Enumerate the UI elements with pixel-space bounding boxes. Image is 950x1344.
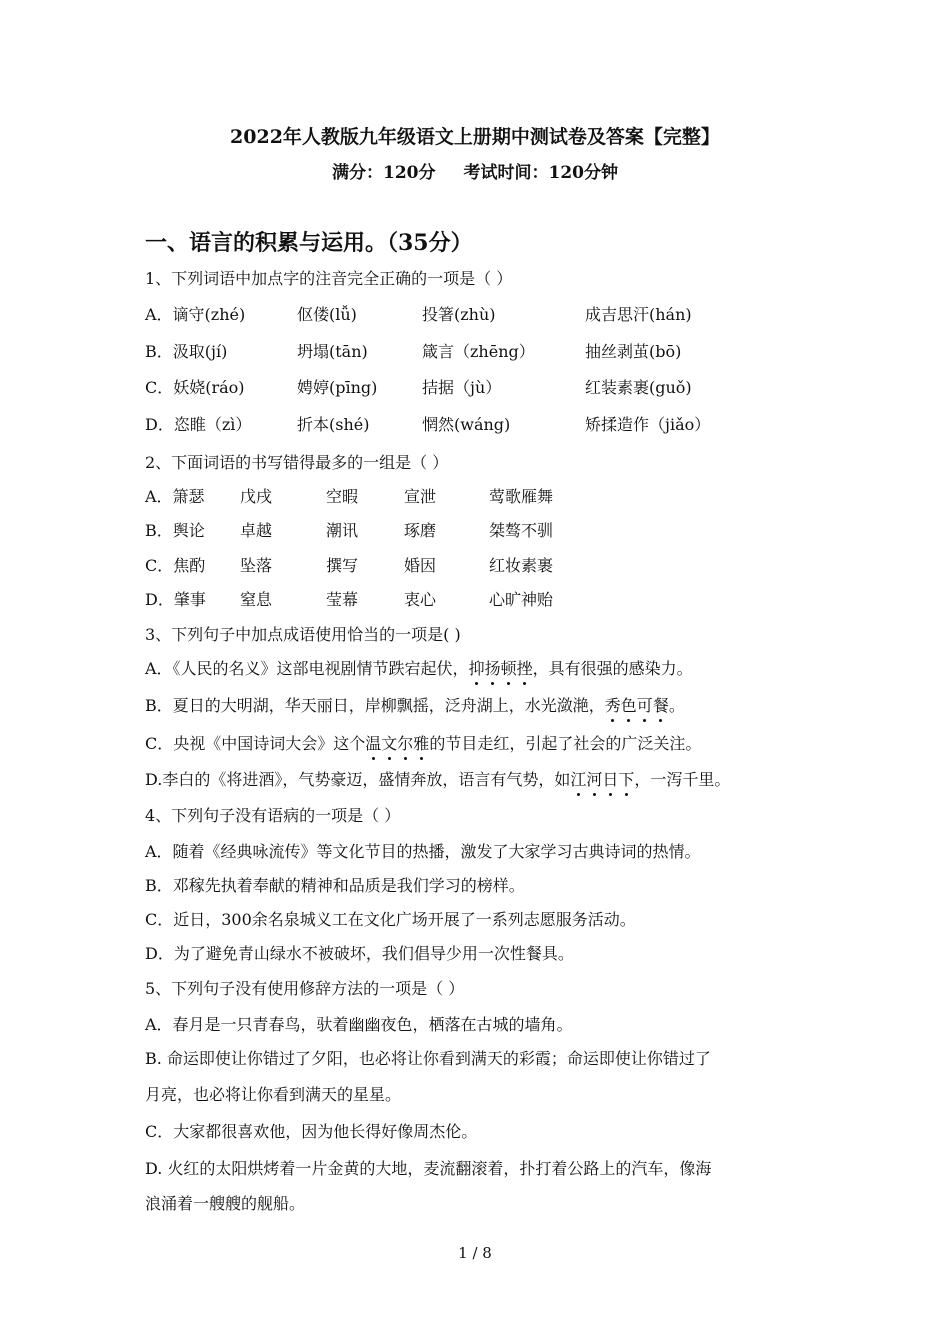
option-cell: A．箫瑟 (145, 487, 205, 506)
emphasis-dot-char: 餐 (653, 693, 669, 716)
option-text: ，一泻千里。 (634, 770, 731, 789)
option-cell: 空暇 (326, 487, 359, 506)
question-2-option-c (145, 553, 825, 577)
emphasis-dot-char: 雅 (413, 731, 429, 754)
option-cell: 投箸(zhù) (422, 305, 496, 324)
option-cell: 矫揉造作（jiǎo） (585, 415, 711, 434)
question-4-stem: 4、下列句子没有语病的一项是（ ） (145, 806, 401, 825)
question-3-stem: 3、下列句子中加点成语使用恰当的一项是( ) (145, 625, 461, 644)
emphasis-dot-char: 河 (586, 767, 602, 790)
question-5-option-d-line1: D. 火红的太阳烘烤着一片金黄的大地，麦流翻滚着，扑打着公路上的汽车，像海 (145, 1159, 712, 1178)
emphasis-dot-char: 日 (602, 767, 618, 790)
option-cell: 戊戌 (240, 487, 273, 506)
option-cell: 拮据（jù） (422, 378, 502, 397)
dotted-idiom (605, 696, 669, 715)
option-cell: 衷心 (404, 590, 437, 609)
option-text: 。 (668, 696, 685, 715)
option-cell: 坠落 (240, 556, 273, 575)
option-cell: 娉婷(pīng) (297, 378, 378, 397)
page-number: 1 / 8 (458, 1244, 492, 1262)
exam-info (0, 158, 950, 183)
option-cell: 莹幕 (326, 590, 359, 609)
emphasis-dot-char: 温 (365, 731, 381, 754)
question-5-option-b-line1: B. 命运即使让你错过了夕阳，也必将让你看到满天的彩霞；命运即使让你错过了 (145, 1049, 711, 1068)
emphasis-dot-char: 尔 (397, 731, 413, 754)
option-cell: 坍塌(tān) (297, 342, 368, 361)
option-cell: C．焦酌 (145, 556, 206, 575)
question-2-option-d (145, 587, 825, 611)
question-1-option-c (145, 375, 825, 399)
option-cell: 莺歌雁舞 (489, 487, 554, 506)
question-4-option-c: C．近日，300余名泉城义工在文化广场开展了一系列志愿服务活动。 (145, 910, 636, 929)
emphasis-dot-char: 文 (381, 731, 397, 754)
option-text: D.李白的《将进酒》，气势豪迈，盛情奔放，语言有气势，如 (145, 770, 571, 789)
dotted-idiom (469, 659, 533, 678)
question-5-option-a: A．春月是一只青春鸟，驮着幽幽夜色，栖落在古城的墙角。 (145, 1015, 573, 1034)
question-3-option-d (145, 767, 825, 790)
emphasis-dot-char: 挫 (517, 656, 533, 679)
option-cell: 惘然(wáng) (422, 415, 511, 434)
option-cell: B．汲取(jí) (145, 342, 228, 361)
option-cell: B．舆论 (145, 521, 205, 540)
option-cell: 宣泄 (404, 487, 437, 506)
question-2-option-b (145, 518, 825, 542)
option-cell: 桀骜不驯 (489, 521, 554, 540)
option-text: ，具有很强的感染力。 (532, 659, 693, 678)
question-5-option-b-line2: 月亮，也必将让你看到满天的星星。 (145, 1085, 402, 1104)
option-cell: D．恣睢（zì） (145, 415, 252, 434)
question-5-stem: 5、下列句子没有使用修辞方法的一项是（ ） (145, 979, 465, 998)
question-1-option-b (145, 339, 825, 363)
question-4-option-d: D．为了避免青山绿水不被破坏，我们倡导少用一次性餐具。 (145, 944, 574, 963)
option-cell: 红装素裹(guǒ) (585, 378, 692, 397)
option-cell: 卓越 (240, 521, 273, 540)
option-cell: 折本(shé) (297, 415, 370, 434)
option-cell: 箴言（zhēng） (422, 342, 535, 361)
option-cell: 潮讯 (326, 521, 359, 540)
dotted-idiom (570, 770, 634, 789)
question-3-option-a (145, 656, 825, 679)
option-cell: 抽丝剥茧(bō) (585, 342, 682, 361)
option-cell: A．谪守(zhé) (145, 305, 246, 324)
option-cell: D．肇事 (145, 590, 206, 609)
question-3-option-c (145, 731, 825, 754)
question-2-stem: 2、下面词语的书写错得最多的一组是（ ） (145, 453, 449, 472)
question-1-stem: 1、下列词语中加点字的注音完全正确的一项是（ ） (145, 269, 513, 288)
option-cell: 撰写 (326, 556, 359, 575)
option-cell: 心旷神贻 (489, 590, 554, 609)
question-5-option-c: C．大家都很喜欢他，因为他长得好像周杰伦。 (145, 1122, 478, 1141)
question-4-option-a: A．随着《经典咏流传》等文化节目的热播，激发了大家学习古典诗词的热情。 (145, 842, 701, 861)
emphasis-dot-char: 下 (618, 767, 634, 790)
full-score: 满分：120分 (332, 163, 436, 183)
question-1-option-d (145, 412, 825, 436)
option-cell: 红妆素裹 (489, 556, 554, 575)
emphasis-dot-char: 顿 (501, 656, 517, 679)
option-cell: 窒息 (240, 590, 273, 609)
option-cell: 婚因 (404, 556, 437, 575)
option-cell: 成吉思汗(hán) (585, 305, 692, 324)
question-5-option-d-line2: 浪涌着一艘艘的舰船。 (145, 1194, 306, 1213)
page-title: 2022年人教版九年级语文上册期中测试卷及答案【完整】 (230, 126, 720, 148)
question-4-option-b: B．邓稼先执着奉献的精神和品质是我们学习的榜样。 (145, 876, 525, 895)
emphasis-dot-char: 色 (621, 693, 637, 716)
emphasis-dot-char: 秀 (605, 693, 621, 716)
section-heading: 一、语言的积累与运用。（35分） (145, 230, 473, 256)
option-text: A．《人民的名义》这部电视剧情节跌宕起伏， (145, 659, 469, 678)
dotted-idiom (365, 734, 429, 753)
emphasis-dot-char: 抑 (469, 656, 485, 679)
question-2-option-a (145, 484, 825, 508)
exam-time: 考试时间：120分钟 (463, 163, 618, 183)
option-cell: 伛偻(lǚ) (297, 305, 357, 324)
question-1-option-a (145, 302, 825, 326)
emphasis-dot-char: 江 (570, 767, 586, 790)
option-text: 的节目走红，引起了社会的广泛关注。 (429, 734, 702, 753)
option-cell: 琢磨 (404, 521, 437, 540)
option-cell: C．妖娆(ráo) (145, 378, 245, 397)
emphasis-dot-char: 可 (637, 693, 653, 716)
question-3-option-b (145, 693, 825, 716)
option-text: B．夏日的大明湖，华天丽日，岸柳飘摇，泛舟湖上，水光潋滟， (145, 696, 605, 715)
option-text: C．央视《中国诗词大会》这个 (145, 734, 366, 753)
emphasis-dot-char: 扬 (485, 656, 501, 679)
